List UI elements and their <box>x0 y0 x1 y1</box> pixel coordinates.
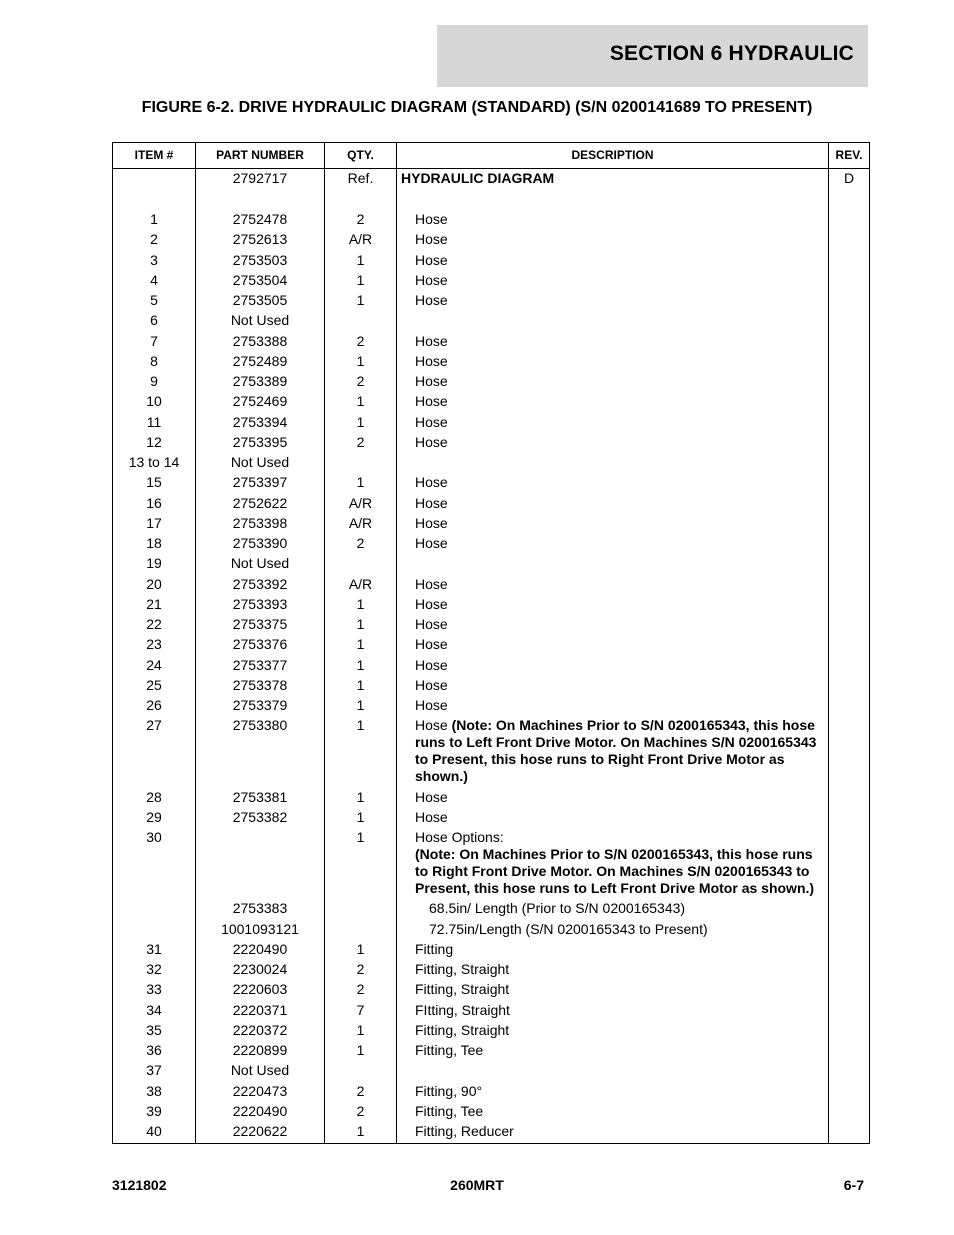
title-rev: D <box>843 170 855 186</box>
description: Hose <box>415 514 448 531</box>
quantity: 1 <box>356 636 365 653</box>
description: Hose <box>415 636 448 653</box>
part-number: 2753389 <box>232 373 288 389</box>
item-number: 25 <box>146 676 162 693</box>
item-number: 33 <box>146 981 162 998</box>
item-number: 34 <box>146 1001 162 1018</box>
item-number: 13 to 14 <box>128 454 180 470</box>
description: 68.5in/ Length (Prior to S/N 0200165343) <box>429 900 686 917</box>
quantity: 1 <box>356 656 365 673</box>
item-number: 7 <box>150 332 158 349</box>
description: 72.75in/Length (S/N 0200165343 to Present) <box>429 920 708 937</box>
item-number: 39 <box>146 1102 162 1119</box>
item-number: 17 <box>146 514 162 531</box>
description: Hose <box>415 676 448 693</box>
description: Hose <box>415 393 448 410</box>
quantity: 1 <box>356 808 365 825</box>
part-number: 2220372 <box>232 1021 288 1038</box>
description: Fitting, Straight <box>415 981 510 998</box>
part-number: 2753394 <box>232 413 288 430</box>
description-text: Hose <box>415 717 452 734</box>
quantity: 1 <box>356 616 365 632</box>
item-number: 29 <box>146 808 162 825</box>
part-number: 2220490 <box>232 1102 288 1119</box>
description: Fitting, 90° <box>415 1082 483 1099</box>
header-part-number: PART NUMBER <box>216 148 304 162</box>
part-number: 2753503 <box>232 251 288 268</box>
part-number: 2220603 <box>232 981 288 998</box>
description-text: Hose Options: <box>415 829 504 845</box>
quantity: A/R <box>348 494 373 511</box>
description: Hose <box>415 433 448 450</box>
part-number: 1001093121 <box>221 920 299 937</box>
description: Fitting, Straight <box>415 1021 510 1038</box>
item-number: 31 <box>146 940 162 957</box>
part-number: 2752469 <box>232 393 288 410</box>
item-number: 37 <box>146 1062 162 1079</box>
quantity: 2 <box>356 1102 365 1119</box>
quantity: 1 <box>356 717 365 734</box>
item-number: 8 <box>150 352 158 369</box>
part-number: 2753378 <box>232 676 288 693</box>
part-number: 2753395 <box>232 433 288 450</box>
parts-table <box>112 142 870 1144</box>
description: Fitting, Tee <box>415 1102 484 1119</box>
description: Hose <box>415 231 448 248</box>
footer-page-number: 6-7 <box>843 1177 864 1193</box>
description <box>415 829 827 897</box>
footer-doc-number: 3121802 <box>112 1177 167 1193</box>
quantity: 1 <box>356 829 365 845</box>
quantity: 1 <box>356 271 365 288</box>
item-number: 19 <box>146 555 162 572</box>
part-number: 2220490 <box>232 940 288 957</box>
description-note: (Note: On Machines Prior to S/N 0200165343, this hose runs to Right Front Drive Motor. On Machines S/N 0200165343 to Present, this hose runs to Left Front Drive Motor as shown.) <box>415 846 815 896</box>
part-number: 2753381 <box>232 788 288 805</box>
item-number: 22 <box>146 616 162 632</box>
item-number: 6 <box>150 312 158 329</box>
item-number: 30 <box>146 829 162 845</box>
part-number: 2753390 <box>232 535 288 551</box>
part-number: 2752489 <box>232 352 288 369</box>
quantity: 1 <box>356 352 365 369</box>
description: Hose <box>415 332 448 349</box>
description <box>415 717 827 785</box>
item-number: 18 <box>146 535 162 551</box>
quantity: 2 <box>356 1082 365 1099</box>
quantity: 7 <box>356 1001 365 1018</box>
part-number: 2753397 <box>232 474 288 491</box>
description: Hose <box>415 251 448 268</box>
quantity: 1 <box>356 788 365 805</box>
description: Hose <box>415 656 448 673</box>
description: Hose <box>415 211 448 227</box>
quantity: 2 <box>356 433 365 450</box>
part-number: 2753504 <box>232 271 288 288</box>
quantity: 1 <box>356 1021 365 1038</box>
part-number: 2753505 <box>232 292 288 308</box>
item-number: 24 <box>146 656 162 673</box>
part-number: 2220371 <box>232 1001 288 1018</box>
description: Hose <box>415 271 448 288</box>
quantity: 2 <box>356 961 365 977</box>
item-number: 9 <box>150 373 158 389</box>
title-qty: Ref. <box>347 170 374 186</box>
part-number: 2753398 <box>232 514 288 531</box>
quantity: 1 <box>356 676 365 693</box>
description: Hose <box>415 697 448 713</box>
item-number: 1 <box>150 211 158 227</box>
part-number: 2753388 <box>232 332 288 349</box>
section-title: SECTION 6 HYDRAULIC <box>609 42 854 65</box>
item-number: 32 <box>146 961 162 977</box>
quantity: 1 <box>356 940 365 957</box>
item-number: 27 <box>146 717 162 734</box>
description: Hose <box>415 808 448 825</box>
quantity: 1 <box>356 413 365 430</box>
part-number: 2753392 <box>232 575 288 592</box>
part-number: 2753377 <box>232 656 288 673</box>
item-number: 40 <box>146 1123 162 1139</box>
description: Hose <box>415 788 448 805</box>
figure-title: FIGURE 6-2. DRIVE HYDRAULIC DIAGRAM (STANDARD) (S/N 0200141689 TO PRESENT) <box>141 99 813 116</box>
description: Fitting <box>415 940 454 957</box>
title-description: HYDRAULIC DIAGRAM <box>401 170 555 186</box>
part-number: 2220899 <box>232 1042 288 1058</box>
item-number: 4 <box>150 271 158 288</box>
title-part-number: 2792717 <box>232 170 288 186</box>
item-number: 28 <box>146 788 162 805</box>
quantity: A/R <box>348 575 373 592</box>
quantity: 2 <box>356 373 365 389</box>
description: FItting, Straight <box>415 1001 510 1018</box>
quantity: 1 <box>356 251 365 268</box>
header-description: DESCRIPTION <box>571 148 654 162</box>
part-number: 2753383 <box>232 900 288 917</box>
quantity: 1 <box>356 1123 365 1139</box>
quantity: 1 <box>356 474 365 491</box>
quantity: 1 <box>356 393 365 410</box>
part-number: 2752478 <box>232 211 288 227</box>
footer-model: 260MRT <box>450 1177 504 1193</box>
header-rev: REV. <box>835 148 863 162</box>
quantity: 1 <box>356 595 365 612</box>
quantity: A/R <box>348 231 373 248</box>
description: Hose <box>415 373 448 389</box>
part-number: 2230024 <box>232 961 288 977</box>
quantity: 2 <box>356 332 365 349</box>
item-number: 35 <box>146 1021 162 1038</box>
description: Hose <box>415 535 448 551</box>
part-number: 2220473 <box>232 1082 288 1099</box>
part-number: Not Used <box>230 1062 290 1079</box>
item-number: 11 <box>146 413 162 430</box>
description: Hose <box>415 413 448 430</box>
part-number: Not Used <box>230 454 290 470</box>
description: Fitting, Straight <box>415 961 510 977</box>
section-header-box <box>437 25 868 87</box>
description: Hose <box>415 352 448 369</box>
part-number: 2752622 <box>232 494 288 511</box>
item-number: 23 <box>146 636 162 653</box>
part-number: 2753380 <box>232 717 288 734</box>
part-number: 2220622 <box>232 1123 288 1139</box>
header-divider <box>113 168 869 169</box>
column-divider <box>396 143 397 1143</box>
item-number: 26 <box>146 697 162 713</box>
quantity: 1 <box>356 1042 365 1058</box>
item-number: 2 <box>150 231 158 248</box>
column-divider <box>828 143 829 1143</box>
description: Hose <box>415 595 448 612</box>
item-number: 3 <box>150 251 158 268</box>
item-number: 20 <box>146 575 162 592</box>
quantity: 2 <box>356 211 365 227</box>
description: Hose <box>415 616 448 632</box>
item-number: 38 <box>146 1082 162 1099</box>
description-note: (Note: On Machines Prior to S/N 0200165343, this hose runs to Left Front Drive Motor. On Machines S/N 0200165343 to Present, this hose runs to Right Front Drive Motor as shown.) <box>415 717 817 785</box>
item-number: 10 <box>146 393 162 410</box>
part-number: 2753382 <box>232 808 288 825</box>
quantity: A/R <box>348 514 373 531</box>
part-number: 2753376 <box>232 636 288 653</box>
item-number: 5 <box>150 292 158 308</box>
description: Hose <box>415 494 448 511</box>
part-number: 2753375 <box>232 616 288 632</box>
item-number: 16 <box>146 494 162 511</box>
description: Hose <box>415 474 448 491</box>
part-number: 2752613 <box>232 231 288 248</box>
part-number: 2753379 <box>232 697 288 713</box>
item-number: 15 <box>146 474 162 491</box>
item-number: 36 <box>146 1042 162 1058</box>
quantity: 2 <box>356 981 365 998</box>
quantity: 1 <box>356 697 365 713</box>
description: Hose <box>415 575 448 592</box>
quantity: 2 <box>356 535 365 551</box>
header-item: ITEM # <box>134 148 174 162</box>
quantity: 1 <box>356 292 365 308</box>
part-number: Not Used <box>230 312 290 329</box>
part-number: 2753393 <box>232 595 288 612</box>
header-qty: QTY. <box>347 148 374 162</box>
description: Hose <box>415 292 448 308</box>
description: Fitting, Tee <box>415 1042 484 1058</box>
item-number: 12 <box>146 433 162 450</box>
item-number: 21 <box>146 595 162 612</box>
description: Fitting, Reducer <box>415 1123 514 1139</box>
part-number: Not Used <box>230 555 290 572</box>
